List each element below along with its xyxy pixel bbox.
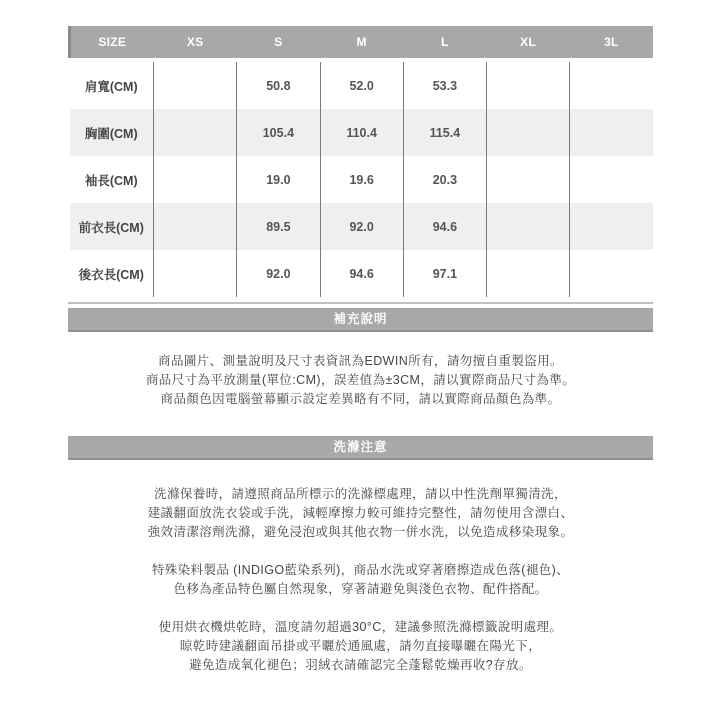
washing-line: 特殊染料製品 (INDIGO藍染系列)，商品水洗或穿著磨擦造成色落(褪色)、	[151, 563, 570, 577]
table-cell	[570, 109, 653, 156]
table-cell	[487, 60, 570, 109]
washing-line: 建議翻面放洗衣袋或手洗，減輕摩擦力較可維持完整性，請勿使用含漂白、	[147, 506, 574, 520]
table-row-front-length	[70, 203, 654, 250]
header-m: M	[320, 26, 403, 60]
header-l: L	[403, 26, 486, 60]
header-xs: XS	[154, 26, 237, 60]
table-row-back-length	[70, 250, 654, 297]
washing-paragraph-1	[68, 485, 653, 542]
supplement-title: 補充說明	[68, 308, 653, 332]
table-cell	[570, 203, 653, 250]
table-row-chest	[70, 109, 654, 156]
table-cell: 19.6	[320, 156, 403, 203]
washing-title: 洗滌注意	[68, 436, 653, 460]
table-cell: 52.0	[320, 60, 403, 109]
row-label: 前衣長(CM)	[70, 203, 154, 250]
table-cell	[570, 250, 653, 297]
table-cell	[570, 60, 653, 109]
header-3l: 3L	[570, 26, 653, 60]
table-cell: 50.8	[237, 60, 320, 109]
row-label: 袖長(CM)	[84, 173, 138, 188]
table-cell: 92.0	[320, 203, 403, 250]
table-cell	[154, 156, 237, 203]
table-divider	[68, 302, 653, 304]
washing-paragraph-2	[68, 561, 653, 599]
washing-line: 避免造成氧化褪色；羽絨衣請確認完全蓬鬆乾燥再收?存放。	[189, 658, 532, 672]
table-cell: 97.1	[403, 250, 486, 297]
washing-paragraph-3	[68, 618, 653, 675]
table-cell	[487, 203, 570, 250]
size-table-header-row	[70, 26, 654, 60]
supplement-line: 商品尺寸為平放測量(單位:CM)，誤差值為±3CM，請以實際商品尺寸為準。	[145, 373, 576, 387]
supplement-line: 商品圖片、測量說明及尺寸表資訊為EDWIN所有，請勿擅自重製盜用。	[158, 354, 563, 368]
table-cell	[487, 109, 570, 156]
table-cell: 94.6	[320, 250, 403, 297]
table-cell	[154, 109, 237, 156]
washing-line: 強效清潔溶劑洗滌，避免浸泡或與其他衣物一併水洗，以免造成移染現象。	[147, 525, 574, 539]
row-label: 後衣長(CM)	[78, 267, 144, 282]
table-row-shoulder	[70, 60, 654, 109]
table-cell	[154, 60, 237, 109]
table-cell: 110.4	[320, 109, 403, 156]
table-cell: 19.0	[237, 156, 320, 203]
table-cell: 92.0	[237, 250, 320, 297]
size-table-container	[68, 26, 653, 297]
size-table	[68, 26, 653, 297]
table-cell: 89.5	[237, 203, 320, 250]
header-xl: XL	[487, 26, 570, 60]
header-size: SIZE	[70, 26, 154, 60]
supplement-text	[68, 352, 653, 409]
row-label: 肩寬(CM)	[70, 60, 154, 109]
table-cell	[487, 156, 570, 203]
table-cell: 115.4	[403, 109, 486, 156]
row-label: 胸圍(CM)	[70, 109, 154, 156]
washing-line: 色移為產品特色屬自然現象，穿著請避免與淺色衣物、配件搭配。	[173, 582, 548, 596]
table-row-sleeve	[70, 156, 654, 203]
table-cell: 20.3	[403, 156, 486, 203]
header-s: S	[237, 26, 320, 60]
table-cell	[154, 203, 237, 250]
washing-line: 使用烘衣機烘乾時，溫度請勿超過30°C，建議參照洗滌標籤說明處理。	[158, 620, 563, 634]
table-cell	[487, 250, 570, 297]
table-cell: 94.6	[403, 203, 486, 250]
table-cell: 53.3	[403, 60, 486, 109]
supplement-line: 商品顏色因電腦螢幕顯示設定差異略有不同，請以實際商品顏色為準。	[160, 392, 561, 406]
washing-line: 洗滌保養時，請遵照商品所標示的洗滌標處理，請以中性洗劑單獨清洗，	[154, 487, 567, 501]
washing-line: 晾乾時建議翻面吊掛或平曬於通風處，請勿直接曝曬在陽光下，	[179, 639, 542, 653]
table-cell	[154, 250, 237, 297]
table-cell	[570, 156, 653, 203]
table-cell: 105.4	[237, 109, 320, 156]
